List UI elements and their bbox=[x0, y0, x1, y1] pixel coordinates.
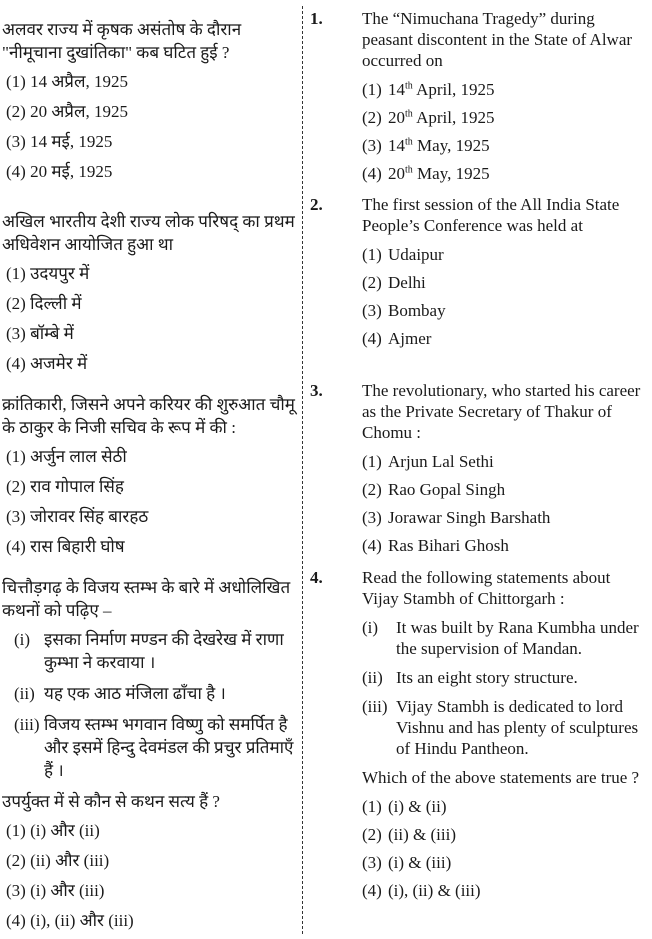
option-4: (4) रास बिहारी घोष bbox=[6, 537, 125, 556]
hindi-question-3 bbox=[2, 393, 296, 565]
option-number: (4) bbox=[362, 329, 382, 348]
option-number: (3) bbox=[362, 136, 382, 155]
option-2 bbox=[362, 479, 648, 500]
hindi-question-1 bbox=[2, 18, 296, 190]
statement-text: It was built by Rana Kumbha under the supervision of Mandan. bbox=[396, 618, 639, 658]
option-number: (2) bbox=[362, 825, 382, 844]
question-stem: Read the following statements about Vijay Stambh of Chittorgarh : bbox=[362, 568, 611, 608]
option-3: (3) 14 मई, 1925 bbox=[6, 132, 113, 151]
ordinal-suffix: th bbox=[405, 108, 413, 120]
option-4: (4) 20 मई, 1925 bbox=[6, 162, 113, 181]
question-stem: अलवर राज्य में कृषक असंतोष के दौरान "नीमूचाना दुखांतिका" कब घटित हुई ? bbox=[2, 20, 242, 62]
option-1: (1) 14 अप्रैल, 1925 bbox=[6, 72, 129, 91]
statement-text: विजय स्तम्भ भगवान विष्णु को समर्पित है और इसमें हिन्दु देवमंडल की प्रचुर प्रतिमाएँ हैं । bbox=[44, 715, 294, 780]
question-number: 1. bbox=[310, 9, 323, 28]
option-3 bbox=[362, 300, 648, 321]
option-3: (3) बॉम्बे में bbox=[6, 324, 74, 343]
statement bbox=[14, 682, 296, 705]
statement-number: (iii) bbox=[362, 697, 388, 716]
question-number: 3. bbox=[310, 381, 323, 400]
option-4 bbox=[362, 163, 648, 184]
english-question-4 bbox=[308, 567, 648, 908]
statement-text: यह एक आठ मंजिला ढाँचा है । bbox=[44, 684, 226, 703]
statement bbox=[362, 617, 648, 659]
statement bbox=[362, 696, 648, 759]
ordinal-suffix: th bbox=[405, 80, 413, 92]
option-text: (i), (ii) & (iii) bbox=[388, 881, 481, 900]
hindi-question-2 bbox=[2, 210, 296, 382]
option-3 bbox=[362, 507, 648, 528]
option-number: (3) bbox=[362, 853, 382, 872]
statement bbox=[14, 628, 296, 674]
option-number: (3) bbox=[362, 301, 382, 320]
option-text: Jorawar Singh Barshath bbox=[388, 508, 551, 527]
option-3 bbox=[362, 135, 648, 156]
statement-number: (i) bbox=[14, 630, 31, 649]
option-1 bbox=[362, 79, 648, 100]
option-3: (3) (i) और (iii) bbox=[6, 881, 105, 900]
option-text: Rao Gopal Singh bbox=[388, 480, 506, 499]
option-text: Udaipur bbox=[388, 245, 444, 264]
ordinal-suffix: th bbox=[405, 164, 413, 176]
option-text: Ras Bihari Ghosh bbox=[388, 536, 509, 555]
question-stem: The “Nimuchana Tragedy” during peasant discontent in the State of Alwar occurred on bbox=[362, 9, 633, 70]
option-text: 14 bbox=[388, 136, 405, 155]
english-question-1 bbox=[308, 8, 648, 191]
option-2: (2) (ii) और (iii) bbox=[6, 851, 110, 870]
ordinal-suffix: th bbox=[405, 136, 413, 148]
question-stem: क्रांतिकारी, जिसने अपने करियर की शुरुआत चौमू के ठाकुर के निजी सचिव के रूप में की : bbox=[2, 395, 295, 437]
option-4 bbox=[362, 535, 648, 556]
option-1 bbox=[362, 451, 648, 472]
option-3 bbox=[362, 852, 648, 873]
option-2 bbox=[362, 107, 648, 128]
english-column bbox=[308, 0, 652, 939]
option-number: (3) bbox=[362, 508, 382, 527]
option-text: (ii) & (iii) bbox=[388, 825, 456, 844]
option-text: 14 bbox=[388, 80, 405, 99]
statement-number: (ii) bbox=[362, 668, 383, 687]
option-text-tail: May, 1925 bbox=[412, 164, 490, 183]
english-question-2 bbox=[308, 194, 648, 356]
english-question-3 bbox=[308, 380, 648, 563]
option-number: (1) bbox=[362, 80, 382, 99]
option-4: (4) अजमेर में bbox=[6, 354, 88, 373]
option-2 bbox=[362, 824, 648, 845]
option-2: (2) राव गोपाल सिंह bbox=[6, 477, 124, 496]
option-3: (3) जोरावर सिंह बारहठ bbox=[6, 507, 149, 526]
option-text-tail: April, 1925 bbox=[412, 80, 495, 99]
option-number: (1) bbox=[362, 797, 382, 816]
question-ask: उपर्युक्त में से कौन से कथन सत्य हैं ? bbox=[2, 792, 220, 811]
question-stem: अखिल भारतीय देशी राज्य लोक परिषद् का प्रथम अधिवेशन आयोजित हुआ था bbox=[2, 212, 295, 254]
option-1: (1) (i) और (ii) bbox=[6, 821, 100, 840]
option-4 bbox=[362, 328, 648, 349]
option-number: (1) bbox=[362, 245, 382, 264]
statement-number: (iii) bbox=[14, 715, 40, 734]
statement-text: Its an eight story structure. bbox=[396, 668, 578, 687]
option-number: (2) bbox=[362, 480, 382, 499]
question-stem: The first session of the All India State People’s Conference was held at bbox=[362, 195, 620, 235]
option-text: Ajmer bbox=[388, 329, 432, 348]
option-number: (4) bbox=[362, 164, 382, 183]
option-4: (4) (i), (ii) और (iii) bbox=[6, 911, 134, 930]
option-text: Bombay bbox=[388, 301, 446, 320]
option-text-tail: April, 1925 bbox=[412, 108, 495, 127]
option-number: (4) bbox=[362, 536, 382, 555]
option-text: 20 bbox=[388, 164, 405, 183]
statement bbox=[14, 713, 296, 782]
option-number: (1) bbox=[362, 452, 382, 471]
question-stem: The revolutionary, who started his career as the Private Secretary of Thakur of Chomu : bbox=[362, 381, 641, 442]
option-1: (1) उदयपुर में bbox=[6, 264, 90, 283]
option-number: (2) bbox=[362, 273, 382, 292]
statement-text: Vijay Stambh is dedicated to lord Vishnu and has plenty of sculptures of Hindu Pantheon. bbox=[396, 697, 639, 758]
question-stem: चित्तौड़गढ़ के विजय स्तम्भ के बारे में अधोलिखित कथनों को पढ़िए – bbox=[2, 578, 291, 620]
option-4 bbox=[362, 880, 648, 901]
option-text: (i) & (ii) bbox=[388, 797, 447, 816]
hindi-question-4 bbox=[2, 576, 296, 939]
question-ask: Which of the above statements are true ? bbox=[362, 768, 640, 787]
option-1: (1) अर्जुन लाल सेठी bbox=[6, 447, 127, 466]
option-1 bbox=[362, 244, 648, 265]
option-number: (4) bbox=[362, 881, 382, 900]
option-1 bbox=[362, 796, 648, 817]
option-number: (2) bbox=[362, 108, 382, 127]
option-2: (2) दिल्ली में bbox=[6, 294, 82, 313]
statement-number: (i) bbox=[362, 618, 379, 637]
statement bbox=[362, 667, 648, 688]
option-text: 20 bbox=[388, 108, 405, 127]
option-text: Delhi bbox=[388, 273, 426, 292]
option-text: Arjun Lal Sethi bbox=[388, 452, 494, 471]
option-text-tail: May, 1925 bbox=[412, 136, 490, 155]
option-text: (i) & (iii) bbox=[388, 853, 452, 872]
statement-number: (ii) bbox=[14, 684, 35, 703]
question-number: 2. bbox=[310, 195, 323, 214]
statement-text: इसका निर्माण मण्डन की देखरेख में राणा कुम्भा ने करवाया । bbox=[44, 630, 284, 672]
option-2 bbox=[362, 272, 648, 293]
hindi-column bbox=[0, 0, 298, 939]
question-number: 4. bbox=[310, 568, 323, 587]
column-divider bbox=[302, 6, 303, 934]
option-2: (2) 20 अप्रैल, 1925 bbox=[6, 102, 129, 121]
